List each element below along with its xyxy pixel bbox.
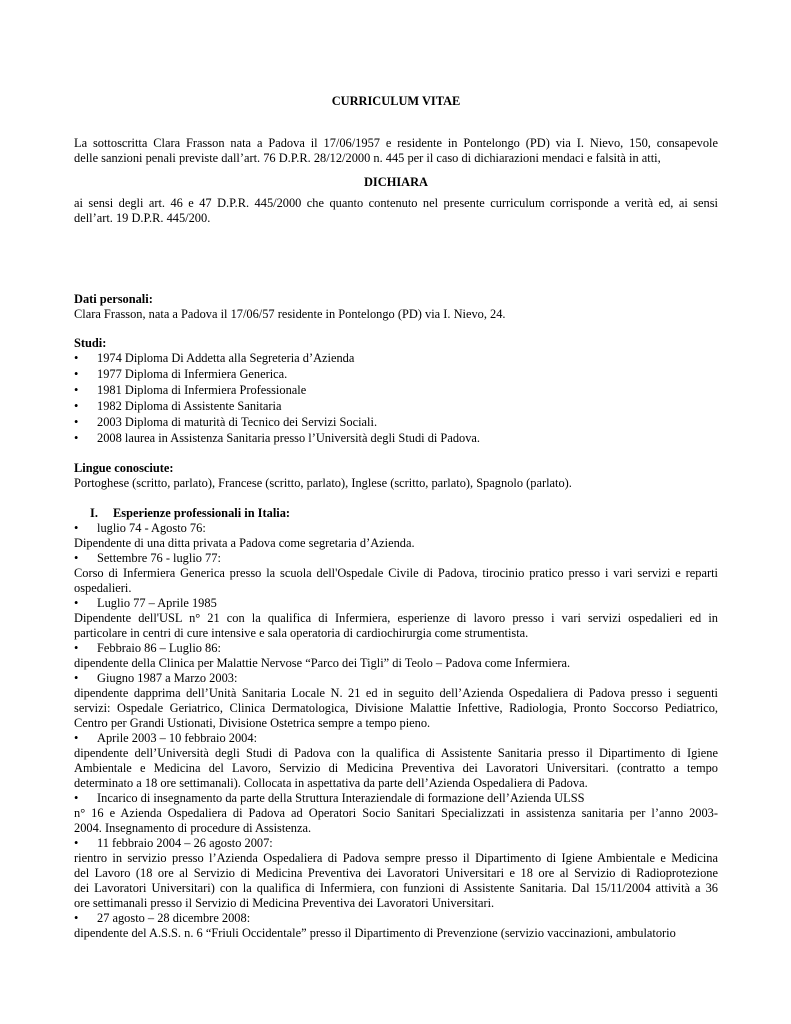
personal-text: Clara Frasson, nata a Padova il 17/06/57 residente in Pontelongo (PD) via I. Nievo, 24.	[74, 307, 506, 321]
declare-line-1: ai sensi degli art. 46 e 47 D.P.R. 445/2000 che quanto contenuto nel presente curriculum corrisponde a verità ed, ai sensi	[74, 196, 718, 210]
bullet-icon: •	[74, 731, 79, 745]
bullet-icon: •	[74, 399, 79, 413]
study-item: 1982 Diploma di Assistente Sanitaria	[97, 399, 282, 413]
declare-heading: DICHIARA	[363, 175, 429, 189]
languages-text: Portoghese (scritto, parlato), Francese (scritto, parlato), Inglese (scritto, parlato), Spagnolo (parlato).	[74, 476, 572, 490]
experience-period: luglio 74 - Agosto 76:	[97, 521, 206, 535]
experience-period: 11 febbraio 2004 – 26 agosto 2007:	[97, 836, 273, 850]
experience-description-line: Dipendente di una ditta privata a Padova come segretaria d’Azienda.	[74, 536, 415, 550]
experience-numeral: I.	[90, 506, 98, 520]
experience-description-line: n° 16 e Azienda Ospedaliera di Padova ad Operatori Socio Sanitari Specializzati in assistenza sanitaria per l’anno 2003-	[74, 806, 718, 820]
experience-description-line: ospedalieri.	[74, 581, 132, 595]
bullet-icon: •	[74, 641, 79, 655]
bullet-icon: •	[74, 351, 79, 365]
bullet-icon: •	[74, 551, 79, 565]
experience-period: Incarico di insegnamento da parte della Struttura Interaziendale di formazione dell’Azienda ULSS	[97, 791, 585, 805]
experience-period: Settembre 76 - luglio 77:	[97, 551, 221, 565]
experience-description-line: Ambientale e Medicina del Lavoro, Servizio di Medicina Preventiva dei Lavoratori Universitari. (contratto a tempo	[74, 761, 718, 775]
study-item: 2003 Diploma di maturità di Tecnico dei Servizi Sociali.	[97, 415, 378, 429]
bullet-icon: •	[74, 521, 79, 535]
bullet-icon: •	[74, 431, 79, 445]
experience-description-line: del Lavoro (18 ore al Servizio di Medicina Preventiva dei Lavoratori Universitari e 18 ore al Servizio di Radioprotezione	[74, 866, 718, 880]
bullet-icon: •	[74, 367, 79, 381]
bullet-icon: •	[74, 671, 79, 685]
experience-description-line: particolare in centri di cure intensive e sala operatoria di cardiochirurgia come strumentista.	[74, 626, 529, 640]
experience-heading: Esperienze professionali in Italia:	[113, 506, 291, 520]
document-title: CURRICULUM VITAE	[331, 94, 461, 108]
experience-period: Aprile 2003 – 10 febbraio 2004:	[97, 731, 258, 745]
experience-description-line: ore settimanali presso il Servizio di Medicina Preventiva dei Lavoratori Universitari.	[74, 896, 495, 910]
personal-heading: Dati personali:	[74, 292, 153, 306]
experience-description-line: dipendente della Clinica per Malattie Nervose “Parco dei Tigli” di Teolo – Padova come Infermiera.	[74, 656, 571, 670]
intro-line-2: delle sanzioni penali previste dall’art. 76 D.P.R. 28/12/2000 n. 445 per il caso di dichiarazioni mendaci e falsità in atti,	[74, 151, 661, 165]
experience-period: Febbraio 86 – Luglio 86:	[97, 641, 221, 655]
study-item: 1977 Diploma di Infermiera Generica.	[97, 367, 288, 381]
study-item: 1974 Diploma Di Addetta alla Segreteria d’Azienda	[97, 351, 355, 365]
experience-description-line: dei Lavoratori Universitari) con la qualifica di Infermiera, con funzioni di Assistente Sanitaria. Dal 15/11/2004 attività a 36	[74, 881, 718, 895]
bullet-icon: •	[74, 791, 79, 805]
experience-description-line: rientro in servizio presso l’Azienda Ospedaliera di Padova sempre presso il Dipartimento di Igiene Ambientale e Medicina	[74, 851, 718, 865]
experience-description-line: servizi: Ospedale Geriatrico, Clinica Dermatologica, Divisione Malattie Infettive, Radiologia, Pronto Soccorso Pediatrico,	[74, 701, 718, 715]
experience-description-line: determinato a 18 ore settimanali). Collocata in aspettativa da parte dell’Azienda Ospedaliera di Padova.	[74, 776, 588, 790]
experience-period: Luglio 77 – Aprile 1985	[97, 596, 217, 610]
bullet-icon: •	[74, 383, 79, 397]
intro-line-1: La sottoscritta Clara Frasson nata a Padova il 17/06/1957 e residente in Pontelongo (PD) via I. Nievo, 150, consapevole	[74, 136, 718, 150]
experience-description-line: dipendente dell’Università degli Studi di Padova con la qualifica di Assistente Sanitaria presso il Dipartimento di Igiene	[74, 746, 718, 760]
experience-description-line: 2004. Insegnamento di procedure di Assistenza.	[74, 821, 312, 835]
study-item: 1981 Diploma di Infermiera Professionale	[97, 383, 307, 397]
experience-description-line: dipendente dapprima dell’Unità Sanitaria Locale N. 21 ed in seguito dell’Azienda Ospedaliera di Padova presso i seguenti	[74, 686, 718, 700]
bullet-icon: •	[74, 911, 79, 925]
bullet-icon: •	[74, 596, 79, 610]
studies-heading: Studi:	[74, 336, 107, 350]
experience-description-line: Dipendente dell'USL n° 21 con la qualifica di Infermiera, esperienze di lavoro presso i vari servizi ospedalieri ed in	[74, 611, 718, 625]
experience-description-line: Centro per Grandi Ustionati, Divisione Ostetrica sempre a tempo pieno.	[74, 716, 431, 730]
experience-description-line: Corso di Infermiera Generica presso la scuola dell'Ospedale Civile di Padova, tirocinio pratico presso i vari servizi e reparti	[74, 566, 718, 580]
bullet-icon: •	[74, 836, 79, 850]
bullet-icon: •	[74, 415, 79, 429]
experience-period: 27 agosto – 28 dicembre 2008:	[97, 911, 251, 925]
study-item: 2008 laurea in Assistenza Sanitaria presso l’Università degli Studi di Padova.	[97, 431, 481, 445]
languages-heading: Lingue conosciute:	[74, 461, 174, 475]
experience-period: Giugno 1987 a Marzo 2003:	[97, 671, 238, 685]
experience-description-line: dipendente del A.S.S. n. 6 “Friuli Occidentale” presso il Dipartimento di Prevenzione (servizio vaccinazioni, ambulatorio	[74, 926, 676, 940]
declare-line-2: dell’art. 19 D.P.R. 445/200.	[74, 211, 211, 225]
